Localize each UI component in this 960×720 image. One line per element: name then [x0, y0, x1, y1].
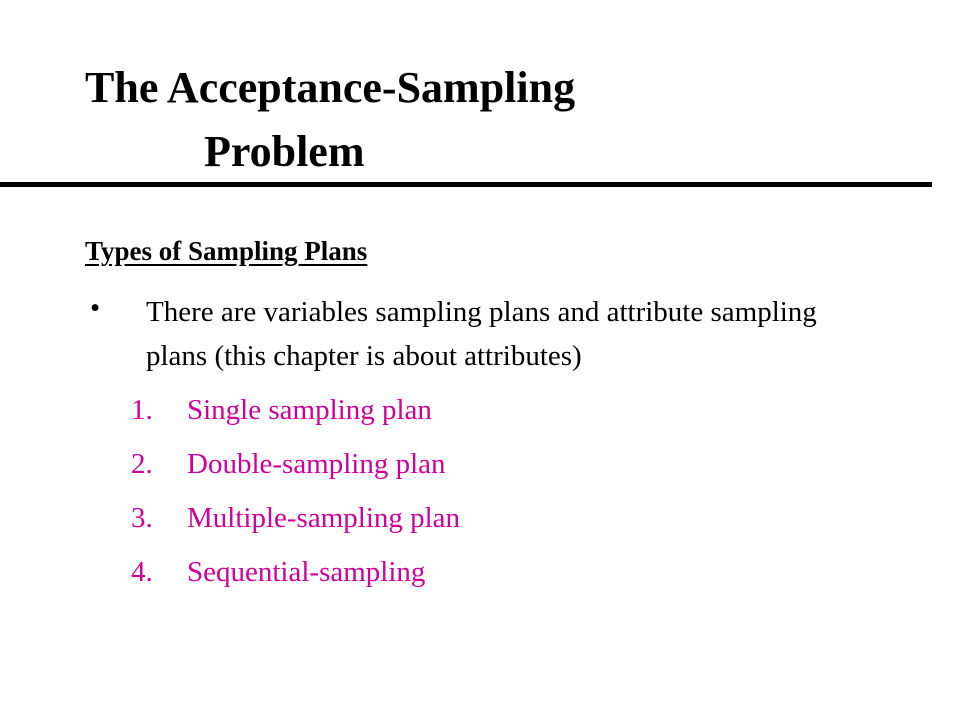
list-item	[131, 554, 460, 608]
bullet-icon: •	[90, 292, 101, 324]
list-item	[131, 500, 460, 554]
sampling-plan-list	[131, 392, 460, 608]
list-item	[131, 446, 460, 500]
list-item-label: Single sampling plan	[187, 394, 432, 426]
bullet-text: There are variables sampling plans and attribute sampling plans (this chapter is about attributes)	[146, 296, 817, 372]
list-item-label: Multiple-sampling plan	[187, 502, 461, 534]
list-item-number: 3.	[131, 502, 153, 534]
slide-title-line-2: Problem	[204, 127, 365, 176]
list-item-number: 1.	[131, 394, 153, 426]
list-item	[131, 392, 460, 446]
list-item-number: 2.	[131, 448, 153, 480]
list-item-label: Sequential-sampling	[187, 556, 426, 588]
slide-title-line-1: The Acceptance-Sampling	[85, 63, 576, 112]
list-item-label: Double-sampling plan	[187, 448, 446, 480]
list-item-number: 4.	[131, 556, 153, 588]
section-heading: Types of Sampling Plans	[85, 236, 368, 266]
title-divider	[0, 182, 932, 187]
